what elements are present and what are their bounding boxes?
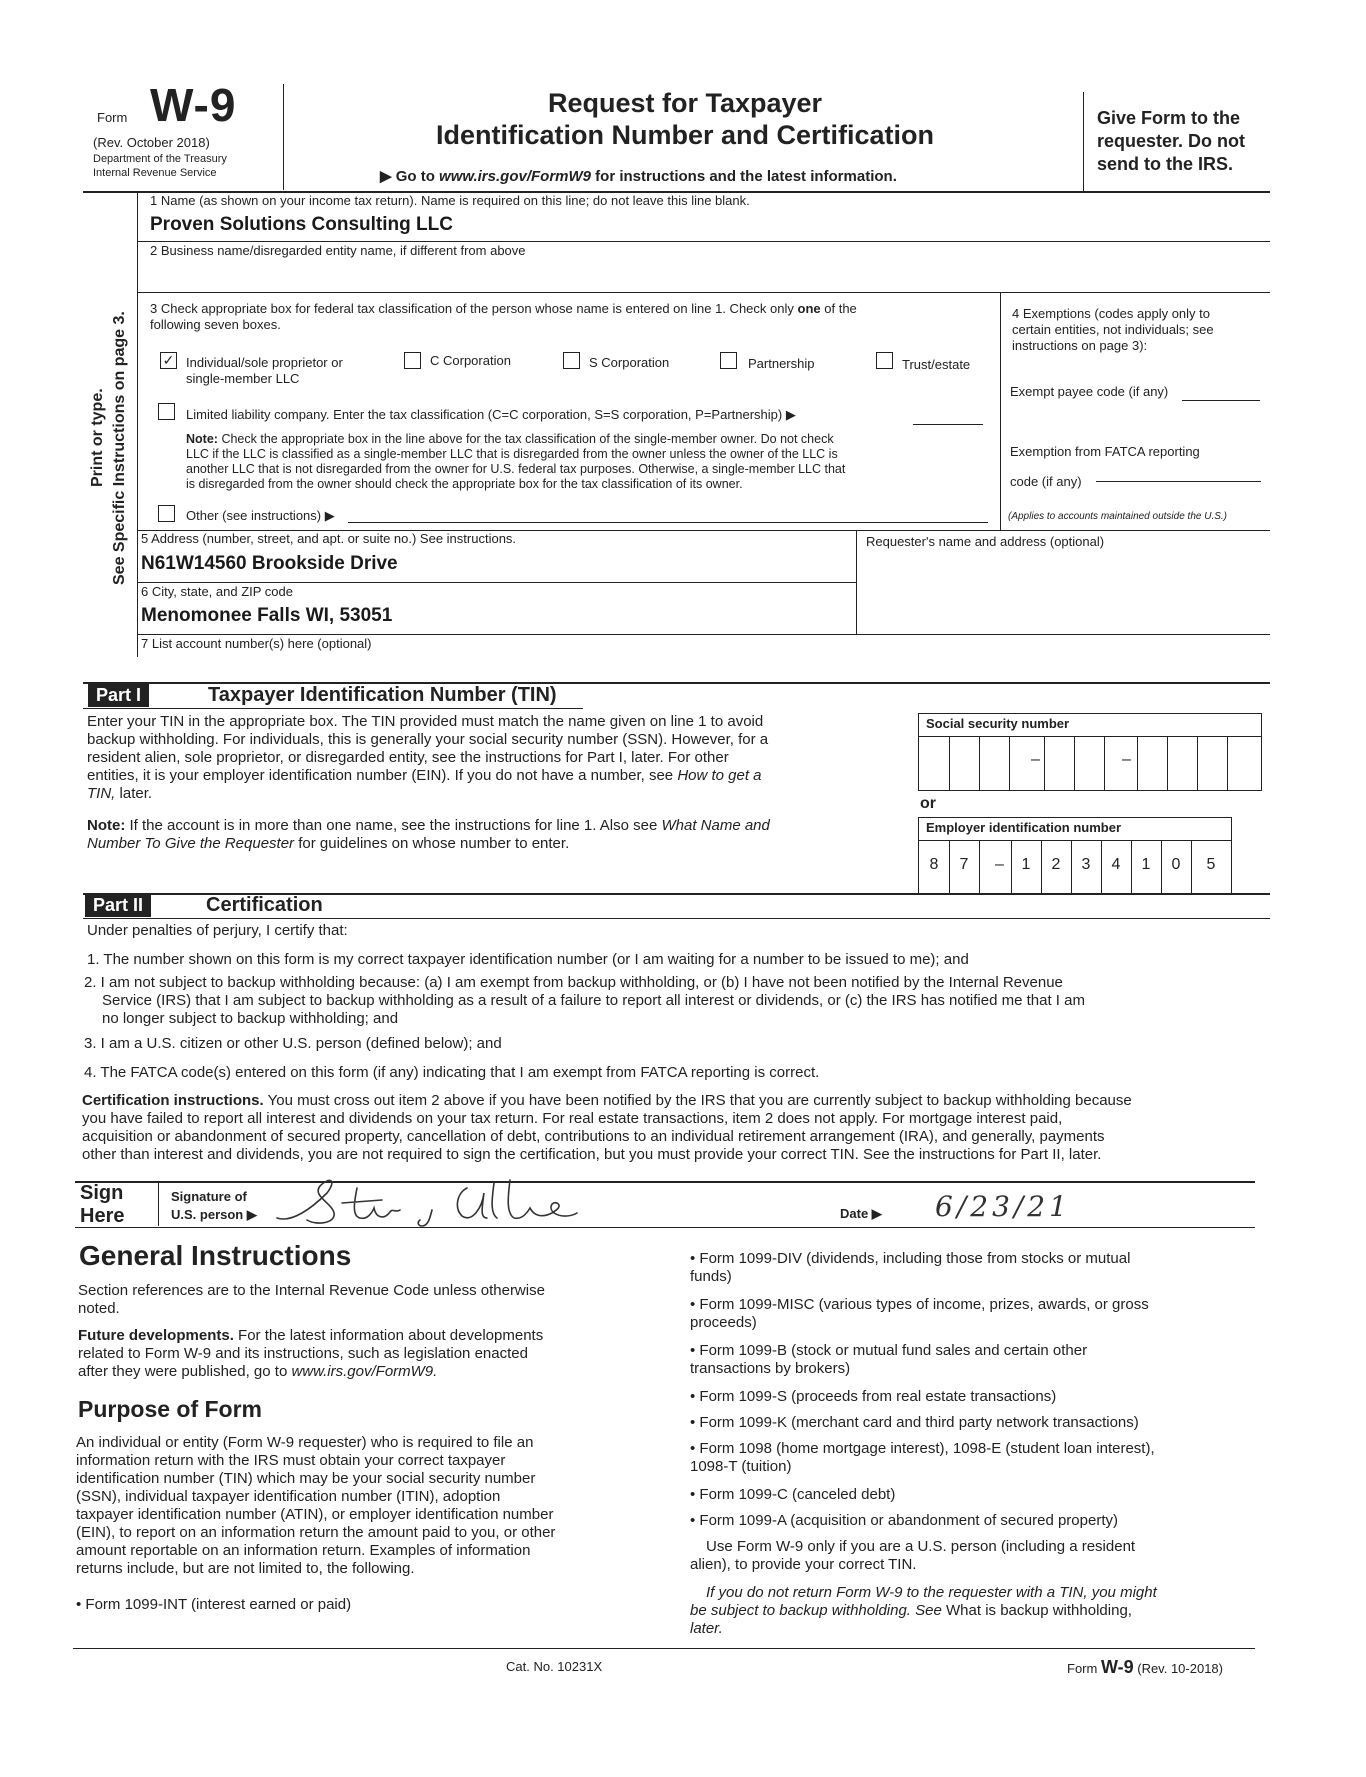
purpose-paragraph: An individual or entity (Form W-9 requester) who is required to file an information return with the IRS must obtain your correct taxpayer identification number (TIN) which may be your social security number (SSN), individual taxpayer identification number (ITIN), adoption taxpayer identification number (ATIN), or employer identification number (EIN), to report on an information return the amount paid to you, or other amount reportable on an information return. Examples of information returns include, but are not limited to, the following. (76, 1434, 556, 1577)
other-label: Other (see instructions) ▶ (186, 508, 335, 523)
ein-digit-6: 4 (1111, 856, 1121, 873)
line6-label: 6 City, state, and ZIP code (141, 584, 293, 599)
goto-instructions: ▶ Go to www.irs.gov/FormW9 for instructions and the latest information. (380, 168, 897, 185)
bullet-1099-misc: • Form 1099-MISC (various types of income, prizes, awards, or gross proceeds) (690, 1296, 1149, 1331)
cert-item-4: 4. The FATCA code(s) entered on this form (if any) indicating that I am exempt from FATCA reporting is correct. (84, 1064, 820, 1081)
line6-city-input[interactable]: Menomonee Falls WI, 53051 (141, 605, 393, 626)
line3-label: 3 Check appropriate box for federal tax classification of the person whose name is entered on line 1. Check only one of the following seven boxes. (150, 301, 857, 332)
part2-title: Certification (206, 894, 323, 916)
ein-digit-5: 3 (1081, 856, 1091, 873)
part2-intro: Under penalties of perjury, I certify that: (87, 922, 348, 939)
trust-estate-checkbox[interactable] (876, 352, 893, 369)
s-corp-checkbox[interactable] (563, 352, 580, 369)
bullet-1099-div: • Form 1099-DIV (dividends, including those from stocks or mutual funds) (690, 1250, 1131, 1285)
signature[interactable] (272, 1168, 592, 1230)
part1-tag: Part I (88, 683, 149, 707)
part1-instructions: Enter your TIN in the appropriate box. The TIN provided must match the name given on line 1 to avoid backup withholding. For individuals, this is generally your social security number (SSN). However, for a resident alien, sole proprietor, or disregarded entity, see the instructions for Part I, later. For other entities, it is your employer identification number (EIN). If you do not have a number, see How to get a TIN, later. (87, 713, 769, 802)
if-not-returned-note: If you do not return Form W-9 to the requester with a TIN, you might be subject to backup withholding. See What is backup withholding, later. (690, 1584, 1157, 1637)
trust-estate-label: Trust/estate (902, 357, 971, 372)
part1-note: Note: If the account is in more than one name, see the instructions for line 1. Also see What Name and Number To Give the Requester for guidelines on whose number to enter. (87, 817, 770, 852)
line2-business-name-input[interactable] (150, 264, 1250, 286)
llc-note: Note: Check the appropriate box in the line above for the tax classification of the single-member owner. Do not check LLC if the LLC is classified as a single-member LLC that is disregarded from the owner unless the owner of the LLC is another LLC that is not disregarded from the owner for U.S. federal tax purposes. Otherwise, a single-member LLC that is disregarded from the owner should check the appropriate box for the tax classification of its owner. (186, 432, 846, 491)
ein-label: Employer identification number (926, 820, 1122, 835)
ein-digit-8: 0 (1171, 856, 1181, 873)
form-title-line2: Identification Number and Certification (435, 120, 935, 150)
exempt-payee-label: Exempt payee code (if any) (1010, 384, 1169, 399)
ein-digit-9: 5 (1206, 856, 1216, 873)
use-form-note: Use Form W-9 only if you are a U.S. person (including a resident alien), to provide your correct TIN. (690, 1538, 1136, 1573)
ein-boxes[interactable] (918, 840, 1232, 895)
date-label: Date ▶ (840, 1206, 882, 1221)
c-corp-checkbox[interactable] (404, 352, 421, 369)
line1-name-input[interactable]: Proven Solutions Consulting LLC (150, 214, 453, 235)
sign-here-label: Sign Here (80, 1182, 125, 1227)
llc-label: Limited liability company. Enter the tax classification (C=C corporation, S=S corporation, P=Partnership) ▶ (186, 407, 796, 422)
part1-title: Taxpayer Identification Number (TIN) (208, 684, 557, 706)
signature-label: Signature of U.S. person ▶ (171, 1189, 257, 1222)
bullet-1099-a: • Form 1099-A (acquisition or abandonment of secured property) (690, 1512, 1118, 1529)
line7-account-input[interactable] (141, 655, 1261, 677)
ein-digit-2: 7 (959, 856, 969, 873)
s-corp-label: S Corporation (589, 355, 670, 370)
give-form-note: Give Form to the requester. Do not send to the IRS. (1097, 108, 1246, 174)
ein-digit-7: 1 (1141, 856, 1151, 873)
line5-label: 5 Address (number, street, and apt. or suite no.) See instructions. (141, 531, 517, 546)
footer-form-id: Form W-9 (Rev. 10-2018) (1067, 1657, 1223, 1677)
bullet-1099-c: • Form 1099-C (canceled debt) (690, 1486, 896, 1503)
cert-item-3: 3. I am a U.S. citizen or other U.S. person (defined below); and (84, 1035, 502, 1052)
line5-address-input[interactable]: N61W14560 Brookside Drive (141, 553, 398, 574)
llc-classification-input[interactable] (913, 424, 983, 425)
revision-date: (Rev. October 2018) (93, 135, 210, 150)
purpose-heading: Purpose of Form (78, 1396, 263, 1422)
fatca-code-input[interactable] (1096, 481, 1261, 482)
line7-label: 7 List account number(s) here (optional) (141, 636, 372, 651)
individual-checkbox[interactable]: ✓ (160, 352, 177, 369)
bullet-1099-s: • Form 1099-S (proceeds from real estate transactions) (690, 1388, 1057, 1405)
llc-checkbox[interactable] (158, 403, 175, 420)
ein-digit-1: 8 (929, 856, 939, 873)
irs-name: Internal Revenue Service (93, 167, 217, 179)
fatca-label: Exemption from FATCA reporting code (if any) (1010, 444, 1200, 489)
requester-label: Requester's name and address (optional) (866, 534, 1105, 549)
general-instructions-heading: General Instructions (79, 1240, 352, 1271)
ssn-dash-2: – (1122, 751, 1131, 768)
exempt-payee-input[interactable] (1182, 400, 1260, 401)
form-label: Form (97, 110, 128, 125)
general-p1: Section references are to the Internal Revenue Code unless otherwise noted. (78, 1282, 545, 1317)
ein-digit-3: 1 (1021, 856, 1031, 873)
fatca-applies-note: (Applies to accounts maintained outside the U.S.) (1008, 511, 1228, 522)
other-input[interactable] (348, 522, 988, 523)
form-number: W-9 (150, 79, 237, 131)
side-instructions: Print or type. See Specific Instructions on page 3. (89, 311, 128, 585)
form-title-line1: Request for Taxpayer (547, 88, 823, 118)
partnership-checkbox[interactable] (720, 352, 737, 369)
catalog-number: Cat. No. 10231X (506, 1659, 603, 1674)
ssn-dash-1: – (1031, 751, 1040, 768)
line2-label: 2 Business name/disregarded entity name, if different from above (150, 243, 526, 258)
individual-label: Individual/sole proprietor or single-member LLC (186, 355, 343, 386)
cert-item-2: 2. I am not subject to backup withholding because: (a) I am exempt from backup withholding, or (b) I have not been notified by the Internal Revenue Service (IRS) that I am subject to backup withholding as a result of a failure to report all interest or dividends, or (c) the IRS has notified me that I am no longer subject to backup withholding; and (84, 974, 1085, 1027)
department: Department of the Treasury (93, 153, 227, 165)
ssn-boxes[interactable] (918, 736, 1262, 791)
part2-tag: Part II (85, 893, 151, 917)
ein-dash: – (995, 856, 1004, 873)
irs-url[interactable]: www.irs.gov/FormW9 (439, 168, 591, 185)
bullet-1099-b: • Form 1099-B (stock or mutual fund sales and certain other transactions by brokers) (690, 1342, 1088, 1377)
future-developments: Future developments. For the latest information about developments related to Form W-9 and its instructions, such as legislation enacted after they were published, go to www.irs.gov/FormW9. (78, 1327, 544, 1380)
line1-label: 1 Name (as shown on your income tax return). Name is required on this line; do not leave this line blank. (150, 193, 750, 208)
bullet-1098: • Form 1098 (home mortgage interest), 1098-E (student loan interest), 1098-T (tuition) (690, 1440, 1155, 1475)
partnership-label: Partnership (748, 356, 815, 371)
cert-instructions: Certification instructions. You must cross out item 2 above if you have been notified by the IRS that you are currently subject to backup withholding because you have failed to report all interest and dividends on your tax return. For real estate transactions, item 2 does not apply. For mortgage interest paid, acquisition or abandonment of secured property, cancellation of debt, contributions to an individual retirement arrangement (IRA), and generally, payments other than interest and dividends, you are not required to sign the certification, but you must provide your correct TIN. See the instructions for Part II, later. (82, 1092, 1132, 1163)
or-label: or (920, 795, 936, 812)
requester-input[interactable] (862, 556, 1262, 628)
ein-digit-4: 2 (1051, 856, 1061, 873)
line4-label: 4 Exemptions (codes apply only to certain entities, not individuals; see instructions on page 3): (1012, 306, 1214, 353)
ssn-label: Social security number (926, 716, 1070, 731)
signature-date[interactable]: 6/23/21 (935, 1190, 1071, 1223)
c-corp-label: C Corporation (430, 353, 511, 368)
cert-item-1: 1. The number shown on this form is my correct taxpayer identification number (or I am waiting for a number to be issued to me); and (87, 951, 969, 968)
bullet-1099-k: • Form 1099-K (merchant card and third party network transactions) (690, 1414, 1139, 1431)
other-checkbox[interactable] (158, 505, 175, 522)
bullet-1099-int: • Form 1099-INT (interest earned or paid) (76, 1596, 352, 1613)
